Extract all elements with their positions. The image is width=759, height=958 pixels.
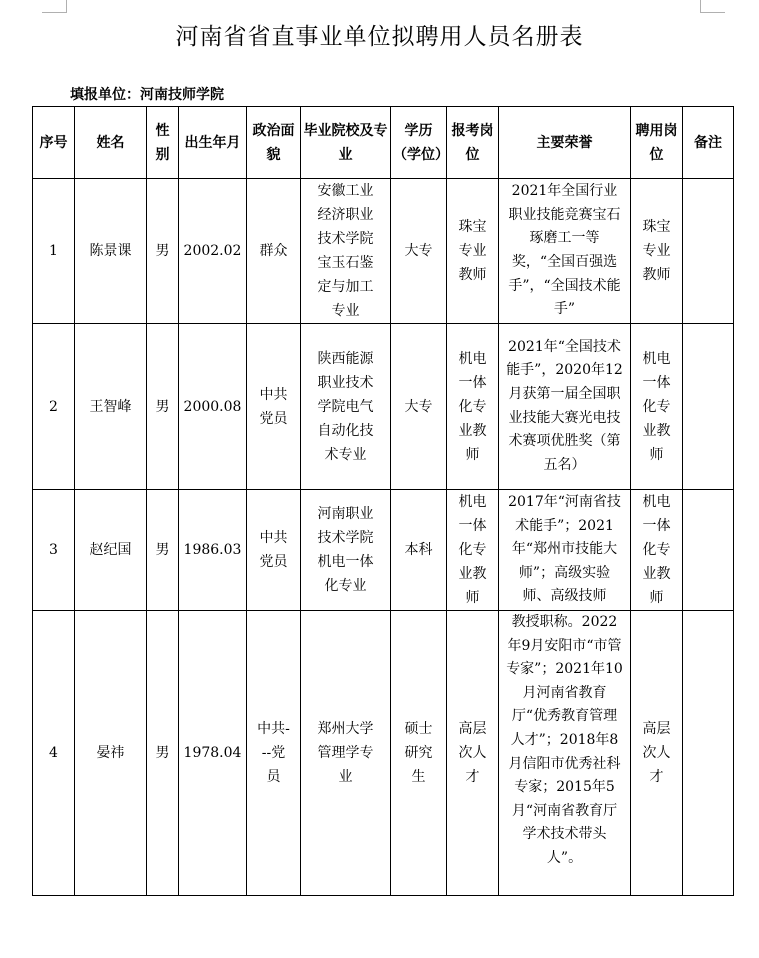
cell-gender: 男 [147,179,179,324]
cell-birth: 2002.02 [179,179,247,324]
cell-education: 硕士研究生 [391,611,447,896]
table-header-row [33,107,734,179]
cell-school: 郑州大学管理学专业 [301,611,391,896]
header-school: 毕业院校及专业 [301,107,391,179]
cell-birth: 1978.04 [179,611,247,896]
roster-table [32,106,734,896]
cell-remarks [683,179,734,324]
cell-education: 大专 [391,179,447,324]
cell-political: 中共党员 [247,490,301,611]
cell-name: 晏祎 [75,611,147,896]
header-applied-post: 报考岗位 [447,107,499,179]
cell-no: 2 [33,324,75,490]
table-row [33,490,734,611]
header-birth: 出生年月 [179,107,247,179]
header-no: 序号 [33,107,75,179]
page-corner-mark-right [700,0,725,13]
cell-gender: 男 [147,611,179,896]
cell-honors: 2021年全国行业职业技能竞赛宝石琢磨工一等奖，“全国百强选手”，“全国技术能手” [499,179,631,324]
cell-hired-post: 高层次人才 [631,611,683,896]
cell-education: 本科 [391,490,447,611]
cell-gender: 男 [147,490,179,611]
header-remarks: 备注 [683,107,734,179]
header-gender: 性别 [147,107,179,179]
cell-hired-post: 机电一体化专业教师 [631,324,683,490]
cell-education: 大专 [391,324,447,490]
cell-remarks [683,490,734,611]
cell-gender: 男 [147,324,179,490]
reporting-unit: 填报单位：河南技师学院 [70,87,224,103]
cell-name: 赵纪国 [75,490,147,611]
header-name: 姓名 [75,107,147,179]
cell-applied-post: 珠宝专业教师 [447,179,499,324]
cell-school: 安徽工业经济职业技术学院宝玉石鉴定与加工专业 [301,179,391,324]
cell-applied-post: 高层次人才 [447,611,499,896]
cell-hired-post: 珠宝专业教师 [631,179,683,324]
cell-remarks [683,324,734,490]
cell-political: 中共党员 [247,324,301,490]
cell-remarks [683,611,734,896]
cell-school: 陕西能源职业技术学院电气自动化技术专业 [301,324,391,490]
header-hired-post: 聘用岗位 [631,107,683,179]
cell-honors: 2017年“河南省技术能手”；2021年“郑州市技能大师”；高级实验师、高级技师 [499,490,631,611]
cell-applied-post: 机电一体化专业教师 [447,490,499,611]
cell-name: 王智峰 [75,324,147,490]
page-title: 河南省省直事业单位拟聘用人员名册表 [175,24,584,50]
cell-political: 中共---党员 [247,611,301,896]
cell-no: 1 [33,179,75,324]
cell-birth: 2000.08 [179,324,247,490]
cell-honors: 教授职称。2022年9月安阳市“市管专家”；2021年10月河南省教育厅“优秀教育管理人才”；2018年8月信阳市优秀社科专家；2015年5月“河南省教育厅学术技术带头人”。 [499,611,631,896]
cell-applied-post: 机电一体化专业教师 [447,324,499,490]
cell-birth: 1986.03 [179,490,247,611]
cell-political: 群众 [247,179,301,324]
header-political: 政治面貌 [247,107,301,179]
cell-no: 4 [33,611,75,896]
cell-name: 陈景课 [75,179,147,324]
cell-honors: 2021年“全国技术能手”，2020年12月获第一届全国职业技能大赛光电技术赛项优胜奖（第五名） [499,324,631,490]
table-row [33,179,734,324]
table-row [33,324,734,490]
header-honors: 主要荣誉 [499,107,631,179]
table-row [33,611,734,896]
cell-school: 河南职业技术学院机电一体化专业 [301,490,391,611]
cell-no: 3 [33,490,75,611]
cell-hired-post: 机电一体化专业教师 [631,490,683,611]
header-education: 学历（学位） [391,107,447,179]
page-corner-mark-left [42,0,67,13]
